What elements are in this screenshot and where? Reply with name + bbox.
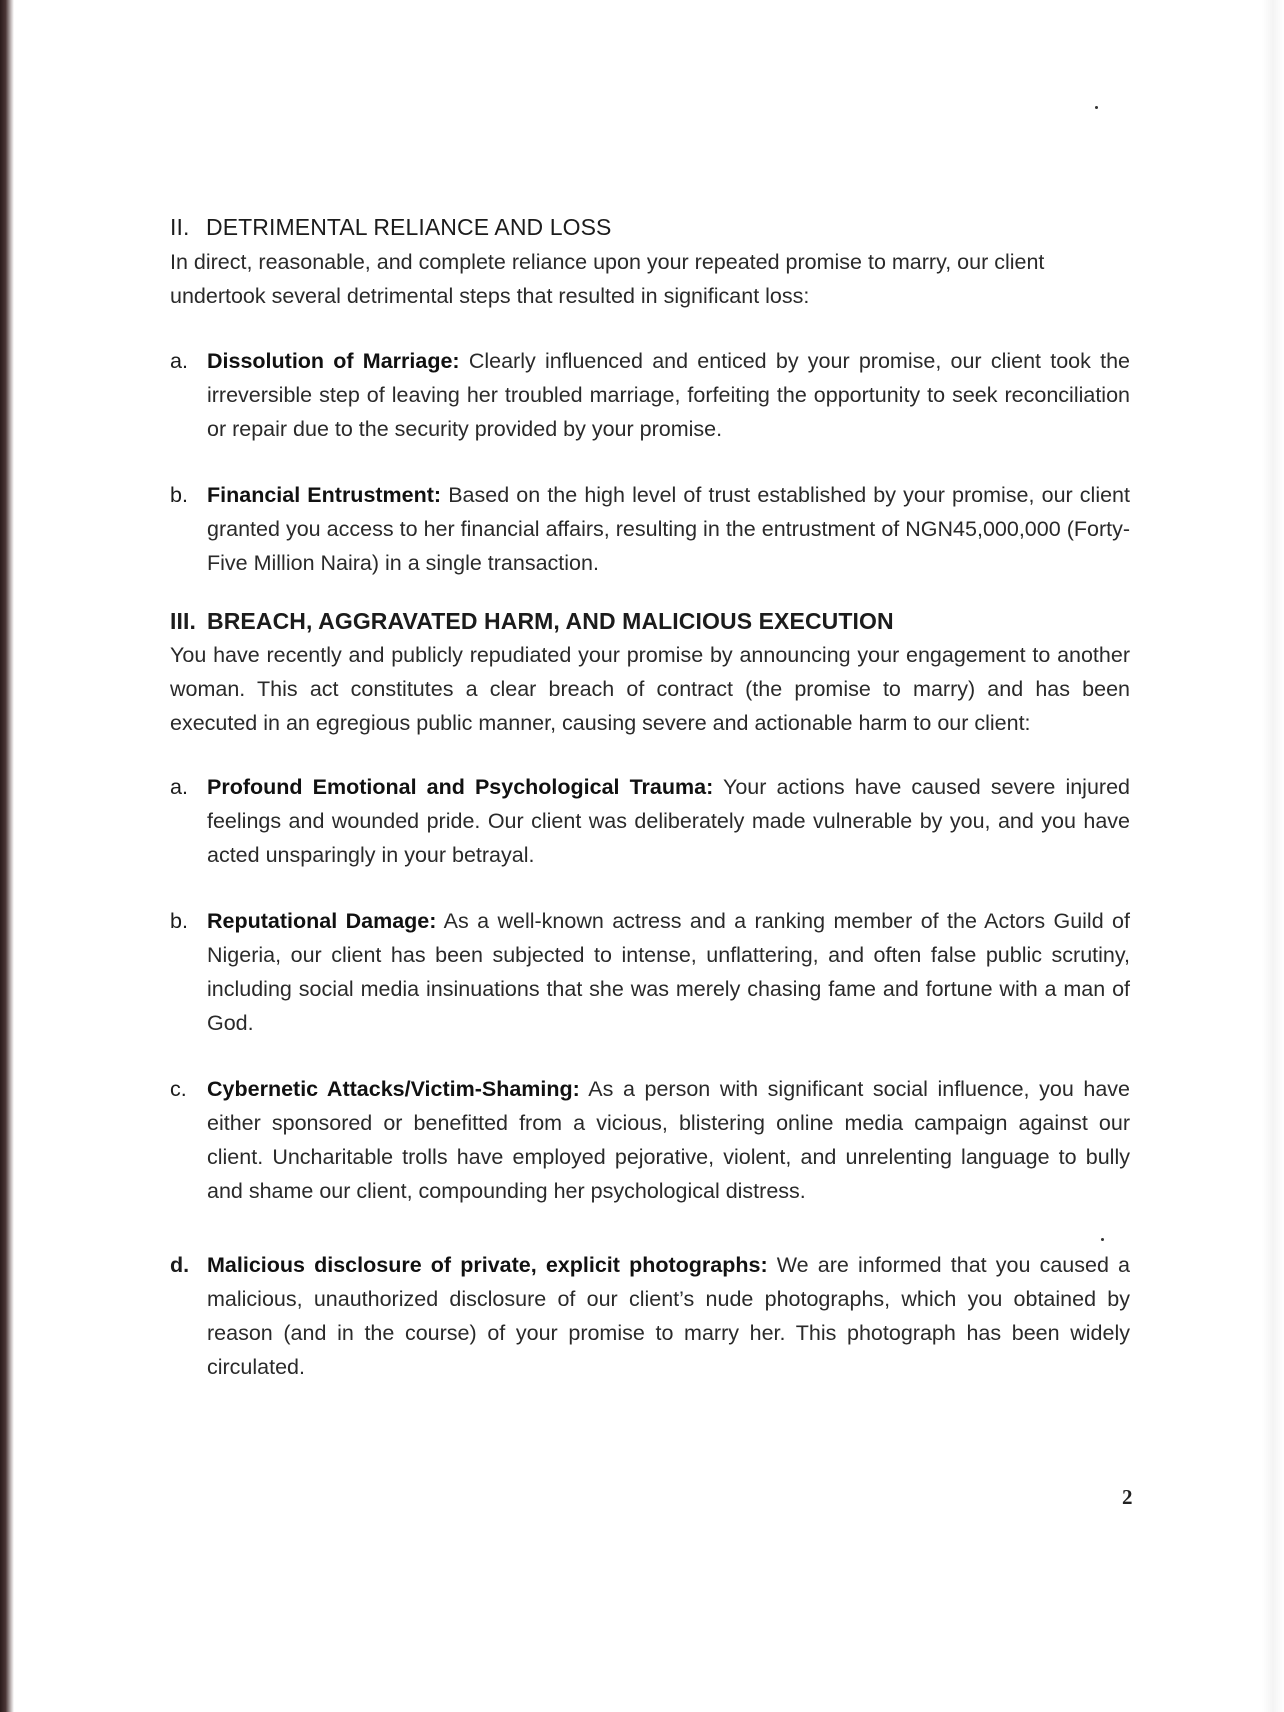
list-marker: a. — [170, 775, 188, 799]
list-item-text: Clearly influenced and enticed by your promise, our client took the irreversible step of leaving her troubled marriage, forfeiting the opportunity to seek reconciliation or repair due to the security provided by your promise. — [207, 349, 1130, 441]
section-3-item-a — [170, 770, 1130, 872]
list-marker: a. — [170, 349, 188, 373]
section-3-number: III. — [170, 608, 196, 634]
scan-speck — [1095, 106, 1098, 109]
list-item-text: Your actions have caused severe injured feelings and wounded pride. Our client was deliberately made vulnerable by you, and you have acted unsparingly in your betrayal. — [207, 775, 1130, 867]
list-item-text: We are informed that you caused a malicious, unauthorized disclosure of our client’s nude photographs, which you obtained by reason (and in the course) of your promise to marry her. This photograph has been widely circulated. — [207, 1253, 1130, 1379]
list-item-lead: Cybernetic Attacks/Victim-Shaming: — [207, 1077, 580, 1101]
list-marker: b. — [170, 483, 188, 507]
section-3-item-d — [170, 1248, 1130, 1384]
document-page — [170, 212, 1130, 1384]
section-2-item-a — [170, 344, 1130, 446]
section-2-title: DETRIMENTAL RELIANCE AND LOSS — [206, 214, 612, 240]
list-item-lead: Reputational Damage: — [207, 909, 437, 933]
list-item-lead: Profound Emotional and Psychological Trauma: — [207, 775, 714, 799]
list-marker: b. — [170, 909, 188, 933]
list-item-lead: Dissolution of Marriage: — [207, 349, 460, 373]
list-item-text: As a well-known actress and a ranking member of the Actors Guild of Nigeria, our client has been subjected to intense, unflattering, and often false public scrutiny, including social media insinuations that she was merely chasing fame and fortune with a man of God. — [207, 909, 1130, 1035]
section-3-title: BREACH, AGGRAVATED HARM, AND MALICIOUS EXECUTION — [207, 608, 894, 634]
section-2-number: II. — [170, 214, 190, 240]
list-item-body — [207, 344, 1130, 446]
section-2-item-b — [170, 478, 1130, 580]
section-3-item-c — [170, 1072, 1130, 1208]
list-item-body — [207, 478, 1130, 580]
section-2-intro: In direct, reasonable, and complete reliance upon your repeated promise to marry, our client undertook several detrimental steps that resulted in significant loss: — [170, 250, 1045, 308]
list-item-text: Based on the high level of trust established by your promise, our client granted you access to her financial affairs, resulting in the entrustment of NGN45,000,000 (Forty-Five Million Naira) in a single transaction. — [207, 483, 1130, 575]
list-item-body — [207, 1072, 1130, 1208]
list-item-body — [207, 1248, 1130, 1384]
list-item-lead: Malicious disclosure of private, explicit photographs: — [207, 1253, 768, 1277]
scan-left-edge-shadow — [0, 0, 14, 1712]
section-2-heading — [170, 212, 1130, 242]
page-number: 2 — [1122, 1485, 1133, 1509]
list-marker: c. — [170, 1077, 187, 1101]
list-item-text: As a person with significant social influence, you have either sponsored or benefitted from a vicious, blistering online media campaign against our client. Uncharitable trolls have employed pejorative, violent, and unrelenting language to bully and shame our client, compounding her psychological distress. — [207, 1077, 1131, 1203]
section-3-item-b — [170, 904, 1130, 1040]
list-item-lead: Financial Entrustment: — [207, 483, 442, 507]
list-item-body — [207, 770, 1130, 872]
list-item-body — [207, 904, 1130, 1040]
scan-right-edge — [1262, 0, 1284, 1712]
section-3-heading — [170, 606, 1130, 636]
list-marker: d. — [170, 1253, 190, 1277]
section-3-intro: You have recently and publicly repudiated your promise by announcing your engagement to another woman. This act constitutes a clear breach of contract (the promise to marry) and has been executed in an egregious public manner, causing severe and actionable harm to our client: — [170, 643, 1130, 735]
